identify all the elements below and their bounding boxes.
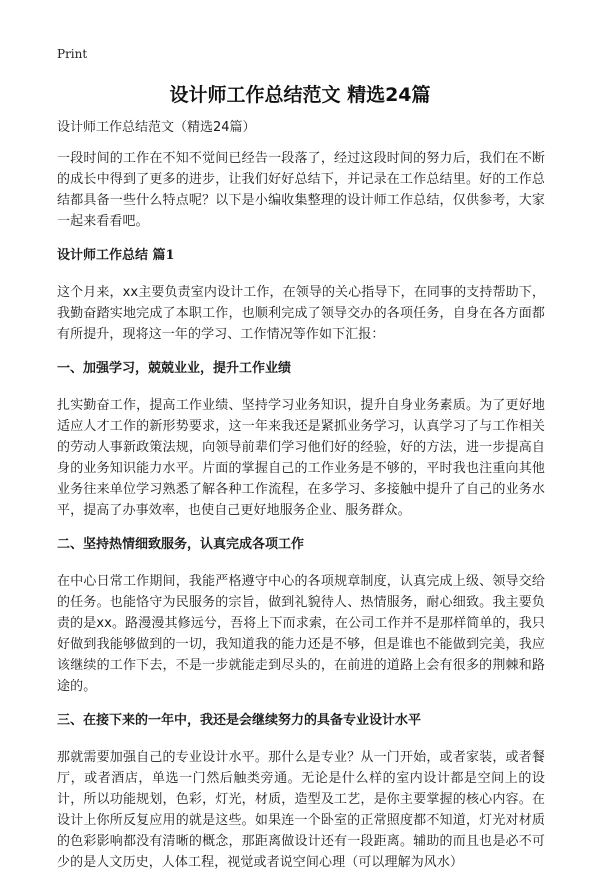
page-title: 设计师工作总结范文 精选24篇	[169, 84, 431, 106]
section-body-1: 扎实勤奋工作，提高工作业绩、坚持学习业务知识，提升自身业务素质。为了更好地适应人才工作的新形势要求，这一年来我还是紧抓业务学习，认真学习了与工作相关的劳动人事新政策法规，向领导前辈们学习他们好的经验，好的方法，进一步提高自身的业务知识能力水平。片面的掌握自己的工作业务是不够的，平时我也注重向其他业务往来单位学习熟悉了解各种工作流程，在多学习、多接触中提升了自己的业务水平，提高了办事效率，也使自己更好地服务企业、服务群众。	[57, 398, 545, 518]
print-link[interactable]: Print	[57, 47, 88, 61]
article-intro-paragraph: 这个月来，xx主要负责室内设计工作，在领导的关心指导下，在同事的支持帮助下，我勤奋踏实地完成了本职工作，也顺利完成了领导交办的各项任务，自身在各方面都有所提升，现将这一年的学习、工作情况等作如下汇报：	[57, 285, 545, 342]
section-body-2: 在中心日常工作期间，我能严格遵守中心的各项规章制度，认真完成上级、领导交给的任务。也能恪守为民服务的宗旨，做到礼貌待人、热情服务，耐心细致。我主要负责的是xx。路漫漫其修远兮，吾将上下而求索，在公司工作并不是那样简单的，我只好做到我能够做到的一切，我知道我的能力还是不够，但是谁也不能做到完美，我应该继续的工作下去，不是一步就能走到尽头的，在前进的道路上会有很多的荆棘和路途的。	[57, 574, 545, 694]
document-body	[57, 118, 545, 887]
section-heading-2: 二、坚持热情细致服务，认真完成各项工作	[57, 537, 305, 552]
intro-paragraph: 一段时间的工作在不知不觉间已经告一段落了，经过这段时间的努力后，我们在不断的成长中得到了更多的进步，让我们好好总结下，并记录在工作总结里。好的工作总结都具备一些什么特点呢？以下是小编收集整理的设计师工作总结，仅供参考，大家一起来看看吧。	[57, 151, 545, 229]
section-heading-1: 一、加强学习，兢兢业业，提升工作业绩	[57, 361, 292, 376]
section-heading-3: 三、在接下来的一年中，我还是会继续努力的具备专业设计水平	[57, 713, 422, 728]
article-heading: 设计师工作总结 篇1	[57, 248, 175, 263]
document-subtitle: 设计师工作总结范文（精选24篇）	[57, 120, 256, 135]
section-body-3: 那就需要加强自己的专业设计水平。那什么是专业？从一门开始，或者家装，或者餐厅，或者酒店，单选一门然后触类旁通。无论是什么样的室内设计都是空间上的设计，所以功能规划，色彩，灯光，材质，造型及工艺，是你主要掌握的核心内容。在设计上你所反复应用的就是这些。如果连一个卧室的正常照度都不知道，灯光对材质的色彩影响都没有清晰的概念，那距离做设计还有一段距离。辅助的而且也是必不可少的是人文历史，人体工程，视觉或者说空间心理（可以理解为风水）	[57, 750, 545, 870]
